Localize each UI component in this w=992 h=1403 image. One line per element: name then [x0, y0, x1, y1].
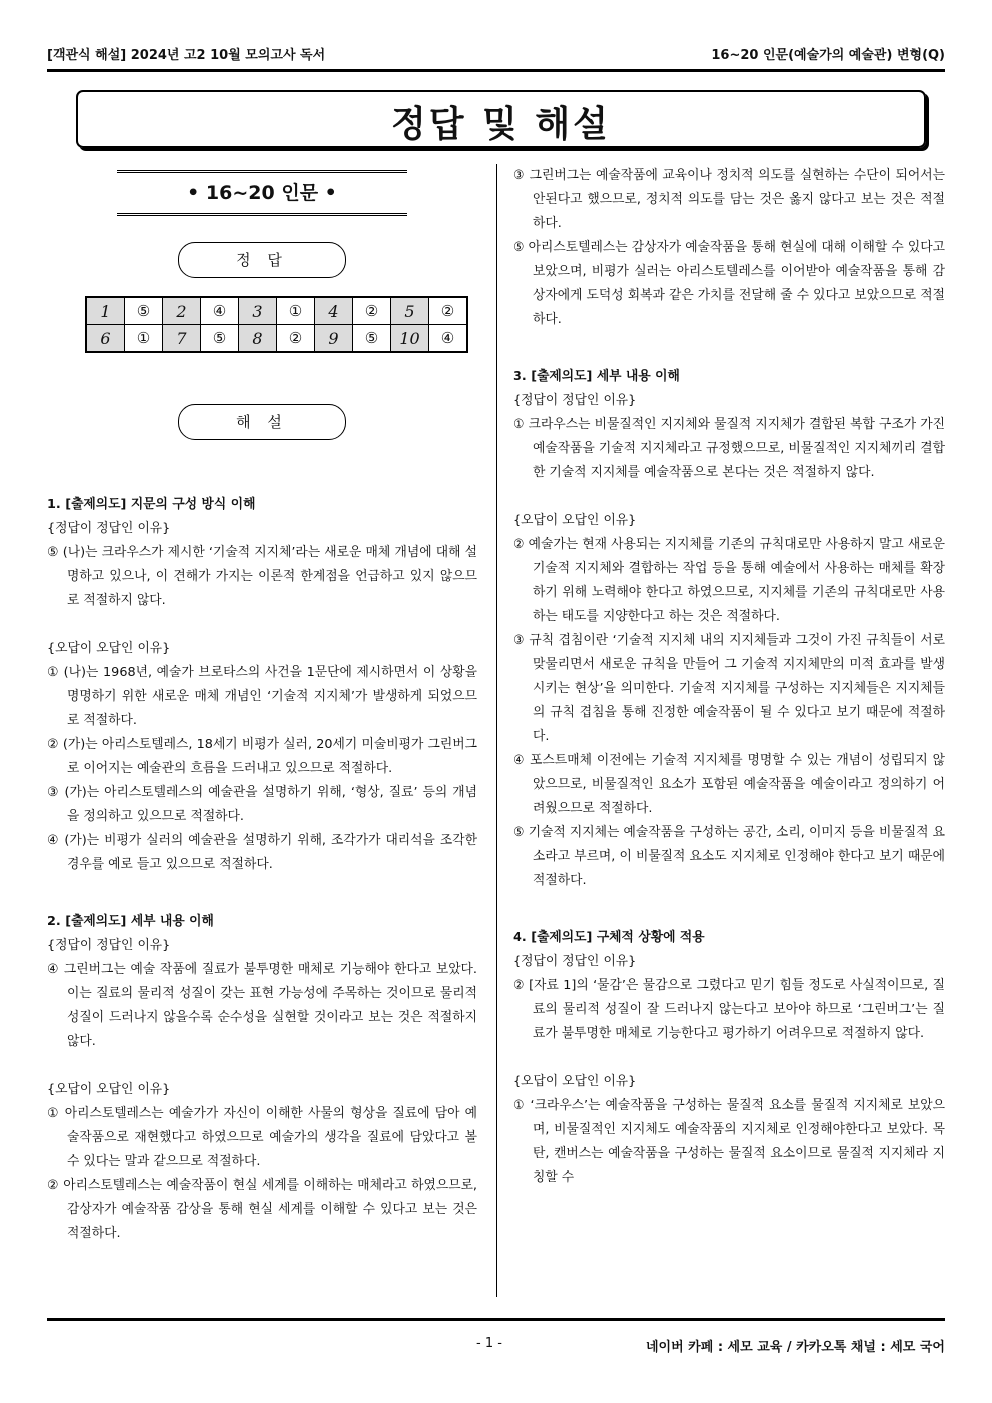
q3-wrong-head: {오답이 오답인 이유}: [513, 513, 637, 528]
q2-wrong-1: ① 아리스토텔레스는 예술가가 자신이 이해한 사물의 형상을 질료에 담아 예술작품으로 재현했다고 하였으므로 예술가의 생각을 질료에 담았다고 볼 수 있다는 말과 같으므로 적절하다.: [47, 1106, 477, 1169]
left-explanations: [47, 493, 477, 1246]
footer-right: 네이버 카페 : 세모 교육 / 카카오톡 채널 : 세모 국어: [645, 1340, 945, 1355]
question-number: 3: [239, 297, 277, 325]
column-divider: [496, 164, 497, 1297]
q3-wrong-4: ④ 포스트매체 이전에는 기술적 지지체를 명명할 수 있는 개념이 성립되지 않았으므로, 비물질적인 요소가 포함된 예술작품을 예술이라고 정의하기 어려웠으므로 적절하다.: [513, 753, 945, 816]
answer-value: ②: [353, 297, 391, 325]
q2-correct-head: {정답이 정답인 이유}: [47, 938, 171, 953]
q4-wrong-1: ① ‘크라우스’는 예술작품을 구성하는 물질적 요소를 물질적 지지체로 보았으며, 비물질적인 지지체도 예술작품의 지지체로 인정해야한다고 보았다. 목탄, 캔버스는 예술작품을 구성하는 물질적 요소이므로 물질적 지지체라 지칭할 수: [513, 1098, 945, 1185]
q3-wrong-2: ② 예술가는 현재 사용되는 지지체를 기존의 규칙대로만 사용하지 말고 새로운 기술적 지지체와 결합하는 작업 등을 통해 예술에서 사용하는 매체를 확장하기 위해 노력해야 한다고 하였으므로, 지지체를 기존의 규칙대로만 사용하는 태도를 지양한다고 하는 것은 적절하다.: [513, 537, 945, 624]
answer-value: ④: [201, 297, 239, 325]
answer-value: ②: [277, 325, 315, 353]
question-number: 10: [391, 325, 429, 353]
q4-correct-head: {정답이 정답인 이유}: [513, 954, 637, 969]
answer-value: ②: [429, 297, 468, 325]
q2-title: 2. [출제의도] 세부 내용 이해: [47, 914, 214, 929]
answer-value: ⑤: [201, 325, 239, 353]
question-number: 8: [239, 325, 277, 353]
q3-title: 3. [출제의도] 세부 내용 이해: [513, 369, 680, 384]
answer-value: ⑤: [125, 297, 163, 325]
question-number: 4: [315, 297, 353, 325]
q1-wrong-4: ④ (가)는 비평가 실러의 예술관을 설명하기 위해, 조각가가 대리석을 조각한 경우를 예로 들고 있으므로 적절하다.: [47, 833, 477, 872]
answer-label: 정 답: [178, 242, 346, 278]
answer-value: ①: [277, 297, 315, 325]
q4-wrong-head: {오답이 오답인 이유}: [513, 1074, 637, 1089]
question-number: 9: [315, 325, 353, 353]
q1-wrong-3: ③ (가)는 아리스토텔레스의 예술관을 설명하기 위해, ‘형상, 질료’ 등의 개념을 정의하고 있으므로 적절하다.: [47, 785, 477, 824]
title-box: [76, 90, 926, 148]
q2-wrong-3: ③ 그린버그는 예술작품에 교육이나 정치적 의도를 실현하는 수단이 되어서는 안된다고 했으므로, 정치적 의도를 담는 것은 옳지 않다고 보는 것은 적절하다.: [513, 168, 945, 231]
q1-correct-head: {정답이 정답인 이유}: [47, 521, 171, 536]
q1-correct: ⑤ (나)는 크라우스가 제시한 ‘기술적 지지체’라는 새로운 매체 개념에 대해 설명하고 있으나, 이 견해가 가지는 이론적 한계점을 언급하고 있지 않으므로 적절하지 않다.: [47, 545, 477, 608]
page-number: - 1 -: [476, 1336, 502, 1351]
question-number: 5: [391, 297, 429, 325]
section-title: • 16~20 인문 •: [187, 182, 337, 204]
explain-label: 해 설: [178, 404, 346, 440]
q2-wrong-5: ⑤ 아리스토텔레스는 감상자가 예술작품을 통해 현실에 대해 이해할 수 있다고 보았으며, 비평가 실러는 아리스토텔레스를 이어받아 예술작품을 통해 감상자에게 도덕성 회복과 같은 가치를 전달해 줄 수 있다고 보았으므로 적절하다.: [513, 240, 945, 327]
q3-wrong-5: ⑤ 기술적 지지체는 예술작품을 구성하는 공간, 소리, 이미지 등을 비물질적 요소라고 부르며, 이 비물질적 요소도 지지체로 인정해야 한다고 보기 때문에 적절하다.: [513, 825, 945, 888]
footer-rule: [47, 1318, 945, 1321]
question-number: 7: [163, 325, 201, 353]
question-number: 6: [86, 325, 125, 353]
answer-table: [85, 296, 468, 353]
answer-row: [86, 297, 467, 325]
q2-correct: ④ 그린버그는 예술 작품에 질료가 불투명한 매체로 기능해야 한다고 보았다. 이는 질료의 물리적 성질이 갖는 표현 가능성에 주목하는 것이므로 물리적 성질이 드러나지 않을수록 순수성을 실현할 것이라고 보는 것은 적절하지 않다.: [47, 962, 477, 1049]
header-left: [객관식 해설] 2024년 고2 10월 모의고사 독서: [47, 48, 326, 63]
section-title-box: [117, 170, 407, 216]
page-title: 정답 및 해설: [391, 104, 611, 145]
answer-value: ④: [429, 325, 468, 353]
question-number: 2: [163, 297, 201, 325]
q1-wrong-2: ② (가)는 아리스토텔레스, 18세기 비평가 실러, 20세기 미술비평가 그린버그로 이어지는 예술관의 흐름을 드러내고 있으므로 적절하다.: [47, 737, 477, 776]
q1-wrong-head: {오답이 오답인 이유}: [47, 641, 171, 656]
answer-value: ⑤: [353, 325, 391, 353]
q3-correct-head: {정답이 정답인 이유}: [513, 393, 637, 408]
q2-wrong-2: ② 아리스토텔레스는 예술작품이 현실 세계를 이해하는 매체라고 하였으므로, 감상자가 예술작품 감상을 통해 현실 세계를 이해할 수 있다고 보는 것은 적절하다.: [47, 1178, 477, 1241]
q2-wrong-head: {오답이 오답인 이유}: [47, 1082, 171, 1097]
page-header: [47, 44, 945, 66]
q4-correct: ② [자료 1]의 ‘물감’은 물감으로 그렸다고 믿기 힘들 정도로 사실적이므로, 질료의 물리적 성질이 잘 드러나지 않는다고 보아야 하므로 ‘그린버그’는 질료가 불투명한 매체로 기능한다고 평가하기 어려우므로 적절하지 않다.: [513, 978, 945, 1041]
header-rule: [47, 69, 945, 72]
q4-title: 4. [출제의도] 구체적 상황에 적용: [513, 930, 705, 945]
q3-wrong-3: ③ 규칙 겹침이란 ‘기술적 지지체 내의 지지체들과 그것이 가진 규칙들이 서로 맞물리면서 새로운 규칙을 만들어 그 기술적 지지체만의 미적 효과를 발생시키는 현상’을 의미한다. 기술적 지지체를 구성하는 지지체들은 지지체들의 규칙 겹침을 통해 진정한 예술작품이 될 수 있다고 보기 때문에 적절하다.: [513, 633, 945, 744]
q3-correct: ① 크라우스는 비물질적인 지지체와 물질적 지지체가 결합된 복합 구조가 가진 예술작품을 기술적 지지체라고 규정했으므로, 비물질적인 지지체끼리 결합한 기술적 지지체를 예술작품으로 본다는 것은 적절하지 않다.: [513, 417, 945, 480]
right-explanations: [513, 164, 945, 1190]
question-number: 1: [86, 297, 125, 325]
q1-title: 1. [출제의도] 지문의 구성 방식 이해: [47, 497, 256, 512]
answer-value: ①: [125, 325, 163, 353]
header-right: 16~20 인문(예술가의 예술관) 변형(Q): [711, 48, 945, 63]
q1-wrong-1: ① (나)는 1968년, 예술가 브로타스의 사건을 1문단에 제시하면서 이 상황을 명명하기 위한 새로운 매체 개념인 ‘기술적 지지체’가 발생하게 되었으므로 적절하다.: [47, 665, 477, 728]
answer-row: [86, 325, 467, 353]
